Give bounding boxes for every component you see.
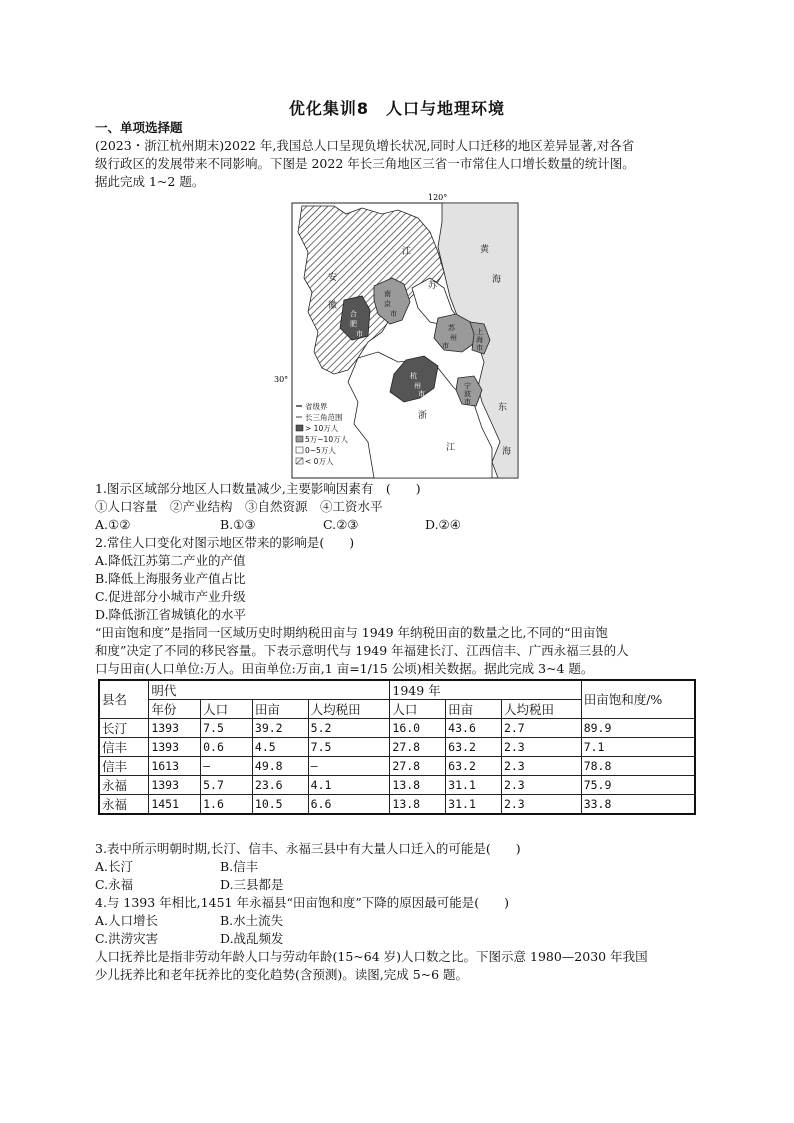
label-shi5: 市 (418, 390, 425, 398)
legend-high: > 10万人 (305, 424, 339, 433)
table-cell: 2.3 (501, 795, 581, 815)
intro3-line-1: 人口抚养比是指非劳动年龄人口与劳动年龄(15~64 岁)人口数之比。下图示意 1980—2030 年我国 (95, 949, 648, 964)
label-shi4: 市 (476, 344, 483, 352)
table-row (99, 776, 695, 795)
label-shang: 上 (476, 328, 483, 336)
table-cell: 1393 (149, 719, 201, 738)
q3-option-b[interactable]: B.信丰 (220, 859, 259, 874)
header-saturation: 田亩饱和度/% (581, 680, 695, 719)
label-huang: 黄 (480, 245, 490, 255)
q1-option-c[interactable]: C.②③ (323, 517, 359, 532)
table-row (99, 757, 695, 776)
label-jing: 京 (384, 300, 391, 308)
header-1949: 1949 年 (390, 680, 581, 700)
label-zhou2: 州 (414, 382, 421, 390)
label-hui: 徽 (328, 301, 338, 311)
q2-option-b[interactable]: B.降低上海服务业产值占比 (95, 571, 246, 586)
label-hai2: 海 (476, 336, 483, 344)
table-cell: 永福 (99, 795, 149, 815)
q4-option-d[interactable]: D.战乱频发 (220, 931, 284, 946)
table-cell: 1.6 (201, 795, 253, 815)
table-cell: 2.3 (501, 757, 581, 776)
table-cell: 75.9 (581, 776, 695, 795)
table-cell: 63.2 (446, 757, 502, 776)
population-map (274, 192, 522, 480)
table-cell: 89.9 (581, 719, 695, 738)
label-jiang2: 江 (446, 443, 456, 453)
header-ming: 明代 (149, 680, 390, 700)
q2-option-c[interactable]: C.促进部分小城市产业升级 (95, 589, 246, 604)
table-row (99, 719, 695, 738)
page-title: 优化集训8 人口与地理环境 (288, 99, 506, 118)
label-dong: 东 (498, 403, 508, 413)
q4-option-b[interactable]: B.水土流失 (220, 913, 284, 928)
table-cell: 43.6 (446, 719, 502, 738)
table-cell: 33.8 (581, 795, 695, 815)
table-cell: 23.6 (252, 776, 308, 795)
table-cell: 1393 (149, 776, 201, 795)
table-cell: 16.0 (390, 719, 446, 738)
label-bo: 波 (464, 390, 471, 398)
table-row (99, 738, 695, 757)
table-cell: 长汀 (99, 719, 149, 738)
q4-option-c[interactable]: C.洪涝灾害 (95, 931, 159, 946)
table-cell: — (201, 757, 253, 776)
table-cell: 63.2 (446, 738, 502, 757)
q3-stem: 3.表中所示明朝时期,长汀、信丰、永福三县中有大量人口迁入的可能是( ) (95, 841, 521, 856)
table-cell: 1451 (149, 795, 201, 815)
table-cell: — (308, 757, 390, 776)
intro1-line-1: (2023・浙江杭州期末)2022 年,我国总人口呈现负增长状况,同时人口迁移的地区差异显著,对各省 (95, 138, 635, 153)
table-cell: 2.3 (501, 776, 581, 795)
table-cell: 信丰 (99, 738, 149, 757)
table-cell: 7.5 (201, 719, 253, 738)
legend-mid: 5万~10万人 (305, 435, 349, 444)
data-table (98, 679, 696, 815)
table-cell: 0.6 (201, 738, 253, 757)
q2-stem: 2.常住人口变化对图示地区带来的影响是( ) (95, 535, 355, 550)
intro1-line-2: 级行政区的发展带来不同影响。下图是 2022 年长三角地区三省一市常住人口增长数量的统计图。 (95, 156, 635, 171)
table-cell: 13.8 (390, 776, 446, 795)
label-shi3: 市 (442, 342, 449, 350)
q3-option-c[interactable]: C.永福 (95, 877, 134, 892)
table-cell: 5.7 (201, 776, 253, 795)
label-zhou: 州 (450, 334, 457, 342)
table-cell: 2.7 (501, 719, 581, 738)
table-cell: 10.5 (252, 795, 308, 815)
table-cell: 39.2 (252, 719, 308, 738)
table-cell: 49.8 (252, 757, 308, 776)
label-shi1: 市 (356, 330, 363, 338)
legend-negative: < 0万人 (305, 457, 334, 466)
table-row (99, 795, 695, 815)
table-cell: 27.8 (390, 738, 446, 757)
legend-province: 省级界 (305, 402, 328, 411)
legend-low: 0~5万人 (305, 446, 336, 455)
label-hai-north: 海 (492, 275, 502, 285)
table-cell: 6.6 (308, 795, 390, 815)
label-hang: 杭 (410, 372, 417, 380)
label-shi6: 市 (464, 398, 471, 406)
lat-label: 30° (274, 375, 289, 384)
q2-option-d[interactable]: D.降低浙江省城镇化的水平 (95, 607, 247, 622)
label-zhe: 浙 (418, 411, 428, 421)
header-county: 县名 (99, 680, 149, 719)
sub-header: 人均税田 (501, 700, 581, 719)
label-shi2: 市 (390, 310, 397, 318)
table-cell: 4.5 (252, 738, 308, 757)
label-jiang: 江 (402, 247, 412, 257)
q4-option-a[interactable]: A.人口增长 (95, 913, 159, 928)
table-cell: 31.1 (446, 795, 502, 815)
table-cell: 13.8 (390, 795, 446, 815)
sub-header: 人口 (201, 700, 253, 719)
table-cell: 信丰 (99, 757, 149, 776)
q1-option-a[interactable]: A.①② (95, 517, 131, 532)
q3-option-d[interactable]: D.三县都是 (220, 877, 284, 892)
label-su: 苏 (428, 281, 438, 291)
table-cell: 4.1 (308, 776, 390, 795)
table-cell: 27.8 (390, 757, 446, 776)
q1-factors: ①人口容量 ②产业结构 ③自然资源 ④工资水平 (95, 499, 383, 514)
table-cell: 5.2 (308, 719, 390, 738)
sub-header: 年份 (149, 700, 201, 719)
table-cell: 1393 (149, 738, 201, 757)
table-cell: 1613 (149, 757, 201, 776)
intro2-line-1: “田亩饱和度”是指同一区域历史时期纳税田亩与 1949 年纳税田亩的数量之比,不同的“田亩饱 (95, 625, 608, 640)
table-cell: 7.1 (581, 738, 695, 757)
q3-option-a[interactable]: A.长汀 (95, 859, 134, 874)
lon-label: 120° (428, 193, 448, 202)
section-heading: 一、单项选择题 (95, 120, 183, 135)
sub-header: 田亩 (252, 700, 308, 719)
label-an: 安 (328, 273, 338, 283)
table-cell: 7.5 (308, 738, 390, 757)
q2-option-a[interactable]: A.降低江苏第二产业的产值 (95, 553, 246, 568)
table-cell: 31.1 (446, 776, 502, 795)
q1-option-d[interactable]: D.②④ (425, 517, 461, 532)
label-he: 合 (350, 310, 357, 318)
label-ning: 宁 (464, 382, 471, 390)
intro2-line-3: 口与田亩(人口单位:万人。田亩单位:万亩,1 亩=1/15 公顷)相关数据。据此完成 3~4 题。 (95, 661, 594, 676)
intro1-line-3: 据此完成 1~2 题。 (95, 174, 205, 189)
intro2-line-2: 和度”决定了不同的移民容量。下表示意明代与 1949 年福建长汀、江西信丰、广西永福三县的人 (95, 643, 629, 658)
legend-yrd: 长三角范围 (305, 413, 343, 422)
q4-stem: 4.与 1393 年相比,1451 年永福县“田亩饱和度”下降的原因最可能是( ) (95, 895, 509, 910)
sub-header: 人口 (390, 700, 446, 719)
table-cell: 永福 (99, 776, 149, 795)
table-cell: 2.3 (501, 738, 581, 757)
table-cell: 78.8 (581, 757, 695, 776)
intro3-line-2: 少儿抚养比和老年抚养比的变化趋势(含预测)。读图,完成 5~6 题。 (95, 967, 469, 982)
label-hai3: 海 (502, 447, 512, 457)
label-nan: 南 (384, 290, 391, 298)
label-su2: 苏 (448, 324, 455, 332)
q1-stem: 1.图示区域部分地区人口数量减少,主要影响因素有 ( ) (95, 481, 421, 496)
q1-option-b[interactable]: B.①③ (220, 517, 256, 532)
label-fei: 肥 (350, 320, 357, 328)
sub-header: 人均税田 (308, 700, 390, 719)
sub-header: 田亩 (446, 700, 502, 719)
